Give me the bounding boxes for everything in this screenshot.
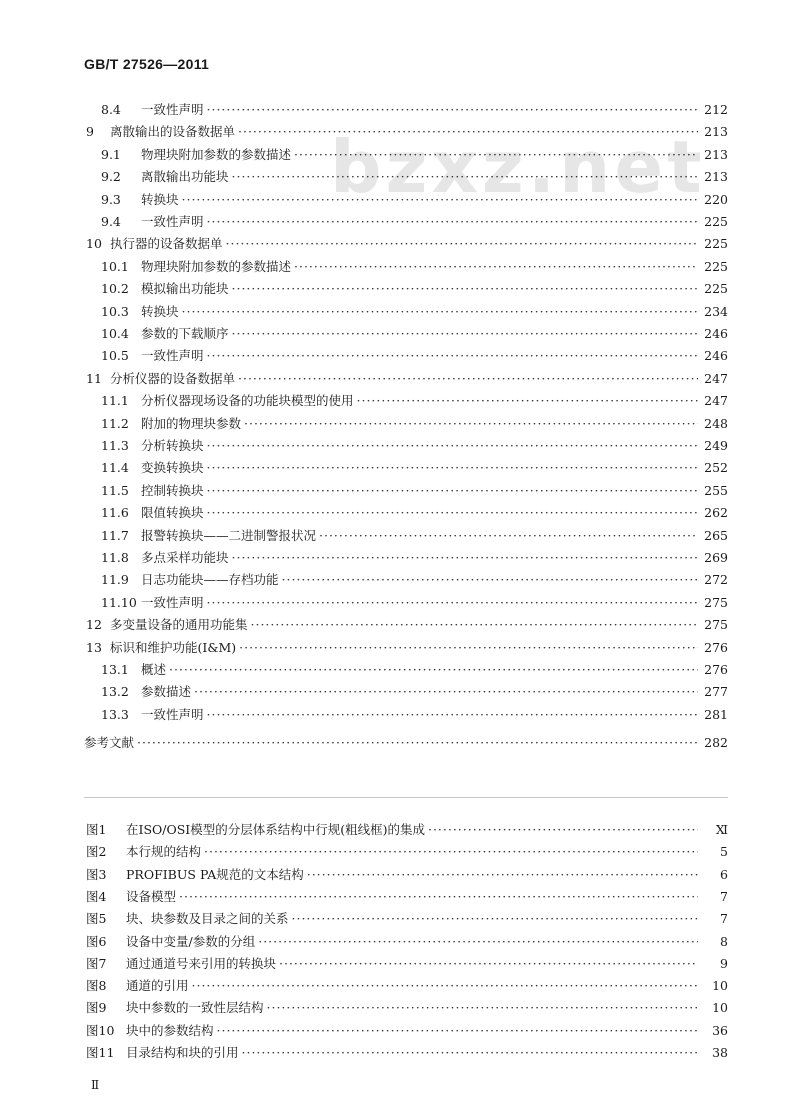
toc-entry-number: 11.5 — [101, 482, 129, 498]
toc-entry-title: 分析转换块 — [141, 438, 204, 453]
toc-entry[interactable] — [0, 659, 800, 681]
figure-entry-page: 36 — [712, 1022, 728, 1038]
toc-entry-page: 213 — [704, 124, 728, 140]
toc-entry-title: 一致性声明 — [141, 706, 204, 722]
toc-entry-title: 参数描述 — [141, 684, 192, 700]
figure-entry-number: 图1 — [86, 822, 107, 837]
toc-entry-title: 参数的下载顺序 — [141, 326, 229, 341]
dot-leader — [207, 704, 698, 726]
toc-entry[interactable] — [0, 435, 800, 457]
toc-entry[interactable] — [0, 278, 800, 300]
dot-leader — [207, 211, 698, 233]
toc-entry-page: 275 — [704, 594, 728, 610]
toc-entry-number: 12 — [86, 617, 102, 633]
toc-entry[interactable] — [0, 99, 800, 121]
figure-entry-page: 10 — [712, 1000, 728, 1016]
toc-entry-page: 255 — [704, 482, 728, 498]
figure-entry[interactable] — [0, 864, 800, 886]
dot-leader — [137, 732, 698, 754]
toc-entry-number: 8.4 — [101, 102, 121, 117]
toc-entry-number: 11.9 — [101, 572, 129, 588]
toc-entry-number: 9 — [86, 124, 94, 140]
dot-leader — [279, 953, 698, 975]
toc-entry[interactable] — [0, 569, 800, 591]
toc-entry-number: 10.1 — [101, 258, 129, 274]
dot-leader — [207, 345, 698, 367]
dot-leader — [307, 864, 698, 886]
figure-entry[interactable] — [0, 886, 800, 908]
toc-entry[interactable] — [0, 211, 800, 233]
figure-entry-title: 通过通道号来引用的转换块 — [126, 955, 277, 971]
dot-leader — [207, 480, 698, 502]
dot-leader — [258, 931, 698, 953]
dot-leader — [232, 166, 698, 188]
toc-entry-title: 附加的物理块参数 — [141, 415, 242, 431]
toc-entry[interactable] — [0, 144, 800, 166]
dot-leader — [292, 908, 698, 930]
dot-leader — [244, 413, 698, 435]
toc-entry-page: 275 — [704, 617, 728, 633]
toc-entry-title: 离散输出功能块 — [141, 169, 229, 185]
toc-entry-number: 10.5 — [101, 348, 129, 364]
dot-leader — [294, 256, 698, 278]
figure-entry[interactable] — [0, 819, 800, 841]
toc-entry[interactable] — [0, 637, 800, 659]
toc-entry-page: 262 — [704, 505, 728, 521]
toc-entry-page: 276 — [704, 662, 728, 677]
figure-entry[interactable] — [0, 908, 800, 930]
toc-entry-number: 13.1 — [101, 662, 129, 677]
toc-entry-title: 一致性声明 — [141, 348, 204, 364]
toc-entry[interactable] — [0, 368, 800, 390]
toc-entry-page: 265 — [704, 527, 728, 543]
toc-entry-page: 277 — [704, 684, 728, 700]
figure-entry-number: 图8 — [86, 978, 107, 994]
figure-entry-title: 目录结构和块的引用 — [126, 1045, 239, 1060]
toc-entry-number: 9.1 — [101, 146, 121, 162]
dot-leader — [207, 435, 698, 457]
toc-entry-number: 10.3 — [101, 303, 129, 319]
dot-leader — [242, 1042, 698, 1064]
figure-entry-title: PROFIBUS PA规范的文本结构 — [126, 866, 304, 882]
toc-entry-title: 变换转换块 — [141, 460, 204, 476]
toc-entry-title: 执行器的设备数据单 — [110, 236, 223, 252]
toc-entry-number: 10 — [86, 236, 102, 252]
dot-leader — [226, 233, 698, 255]
figure-entry-page: 38 — [712, 1045, 728, 1060]
dot-leader — [294, 144, 698, 166]
watermark-text: bzxz.net — [330, 125, 706, 209]
page-number: Ⅱ — [91, 1078, 100, 1092]
toc-entry[interactable] — [0, 233, 800, 255]
toc-entry-title: 标识和维护功能(I&M) — [110, 639, 237, 655]
figure-entry-number: 图11 — [86, 1045, 115, 1060]
figure-entry-title: 在ISO/OSI模型的分层体系结构中行规(粗线框)的集成 — [126, 822, 425, 837]
toc-entry-title: 控制转换块 — [141, 482, 204, 498]
dot-leader — [232, 278, 698, 300]
toc-entry[interactable] — [0, 301, 800, 323]
figure-entry-number: 图5 — [86, 911, 107, 927]
toc-entry-number: 11.10 — [101, 594, 137, 610]
dot-leader — [239, 637, 698, 659]
toc-entry-page: 213 — [704, 169, 728, 185]
dot-leader — [204, 841, 698, 863]
toc-entry-page: 276 — [704, 639, 728, 655]
figure-entry-title: 设备模型 — [126, 888, 177, 904]
toc-entry-title: 转换块 — [141, 191, 179, 207]
toc-entry-number: 11.7 — [101, 527, 129, 543]
toc-entry-page: 225 — [704, 281, 728, 297]
toc-entry-title: 分析仪器现场设备的功能块模型的使用 — [141, 393, 354, 409]
dot-leader — [428, 819, 698, 841]
toc-entry[interactable] — [0, 592, 800, 614]
figure-entry-title: 通道的引用 — [126, 978, 189, 994]
toc-entry-title: 概述 — [141, 662, 167, 677]
toc-entry-number: 13.2 — [101, 684, 129, 700]
toc-entry-number: 11.3 — [101, 438, 129, 453]
toc-entry[interactable] — [0, 480, 800, 502]
dot-leader — [282, 569, 698, 591]
toc-entry-page: 252 — [704, 460, 728, 476]
figure-entry-page: 7 — [720, 888, 728, 904]
toc-entry[interactable] — [0, 457, 800, 479]
dot-leader — [179, 886, 698, 908]
toc-entry-title: 转换块 — [141, 303, 179, 319]
toc-entry[interactable] — [0, 681, 800, 703]
toc-entry[interactable] — [0, 413, 800, 435]
toc-entry-title: 离散输出的设备数据单 — [110, 124, 236, 140]
toc-entry-page: 247 — [704, 393, 728, 409]
figure-entry-page: 9 — [720, 955, 728, 971]
figure-entry-number: 图4 — [86, 888, 107, 904]
figure-entry-page: 8 — [720, 933, 728, 949]
figure-entry[interactable] — [0, 931, 800, 953]
dot-leader — [232, 323, 698, 345]
toc-entry-title: 限值转换块 — [141, 505, 204, 521]
figure-entry-title: 本行规的结构 — [126, 844, 202, 860]
toc-entry-number: 11.2 — [101, 415, 129, 431]
toc-entry[interactable] — [0, 166, 800, 188]
toc-entry-page: 246 — [704, 326, 728, 341]
figure-entry-page: 10 — [712, 978, 728, 994]
dot-leader — [267, 997, 698, 1019]
toc-entry[interactable] — [0, 502, 800, 524]
dot-leader — [207, 502, 698, 524]
toc-entry-number: 9.4 — [101, 214, 121, 229]
dot-leader — [357, 390, 698, 412]
figure-entry-number: 图9 — [86, 1000, 107, 1016]
toc-entry-page: 246 — [704, 348, 728, 364]
toc-entry[interactable] — [0, 345, 800, 367]
figure-entry-title: 块中的参数结构 — [126, 1022, 214, 1038]
dot-leader — [169, 659, 698, 681]
toc-entry[interactable] — [0, 525, 800, 547]
figure-entry[interactable] — [0, 997, 800, 1019]
figure-entry-number: 图3 — [86, 866, 107, 882]
toc-entry[interactable] — [0, 390, 800, 412]
toc-entry-page: 220 — [704, 191, 728, 207]
dot-leader — [182, 189, 698, 211]
dot-leader — [217, 1020, 698, 1042]
toc-entry[interactable] — [0, 189, 800, 211]
toc-entry-number: 9.3 — [101, 191, 121, 207]
toc-entry-number: 10.4 — [101, 326, 129, 341]
dot-leader — [207, 592, 698, 614]
toc-entry-title: 参考文献 — [84, 735, 135, 751]
dot-leader — [319, 525, 698, 547]
figure-entry-page: Ⅺ — [715, 822, 728, 837]
figure-entry-title: 设备中变量/参数的分组 — [126, 933, 256, 949]
figure-entry[interactable] — [0, 953, 800, 975]
toc-entry-number: 13.3 — [101, 706, 129, 722]
toc-entry[interactable] — [0, 121, 800, 143]
toc-entry-title: 分析仪器的设备数据单 — [110, 370, 236, 386]
toc-entry-page: 225 — [704, 236, 728, 252]
toc-entry-page: 212 — [704, 102, 728, 117]
toc-entry[interactable] — [0, 547, 800, 569]
toc-entry[interactable] — [0, 256, 800, 278]
dot-leader — [207, 99, 698, 121]
toc-entry-title: 日志功能块——存档功能 — [141, 572, 279, 588]
toc-entry-page: 248 — [704, 415, 728, 431]
toc-entry-title: 物理块附加参数的参数描述 — [141, 146, 292, 162]
toc-entry-number: 9.2 — [101, 169, 121, 185]
figure-entry[interactable] — [0, 841, 800, 863]
toc-entry-number: 11.8 — [101, 550, 129, 565]
toc-entry-title: 一致性声明 — [141, 214, 204, 229]
dot-leader — [238, 368, 698, 390]
toc-entry-title: 模拟输出功能块 — [141, 281, 229, 297]
figure-entry-title: 块、块参数及目录之间的关系 — [126, 911, 289, 927]
dot-leader — [238, 121, 698, 143]
dot-leader — [194, 681, 698, 703]
toc-entry-number: 11.4 — [101, 460, 129, 476]
toc-entry-page: 249 — [704, 438, 728, 453]
toc-entry-page: 225 — [704, 258, 728, 274]
figure-entry[interactable] — [0, 1020, 800, 1042]
toc-entry-page: 272 — [704, 572, 728, 588]
figure-entry-number: 图7 — [86, 955, 107, 971]
figure-entry-page: 7 — [720, 911, 728, 927]
toc-entry[interactable] — [0, 704, 800, 726]
toc-entry-number: 11.6 — [101, 505, 129, 521]
figure-entry-number: 图2 — [86, 844, 107, 860]
toc-entry-title: 多变量设备的通用功能集 — [110, 617, 248, 633]
toc-entry-number: 10.2 — [101, 281, 129, 297]
toc-entry-number: 13 — [86, 639, 102, 655]
toc-entry-page: 281 — [704, 706, 728, 722]
toc-entry-page: 247 — [704, 370, 728, 386]
toc-entry-number: 11 — [86, 370, 102, 386]
toc-entry[interactable] — [0, 323, 800, 345]
toc-entry-page: 225 — [704, 214, 728, 229]
section-divider — [84, 797, 728, 798]
toc-entry-title: 报警转换块——二进制警报状况 — [141, 527, 317, 543]
toc-entry-page: 282 — [704, 735, 728, 751]
figure-entry[interactable] — [0, 975, 800, 997]
toc-entry-title: 多点采样功能块 — [141, 550, 229, 565]
toc-entry-title: 一致性声明 — [141, 594, 204, 610]
figure-entry-number: 图6 — [86, 933, 107, 949]
figure-entry-title: 块中参数的一致性层结构 — [126, 1000, 264, 1016]
figure-entry[interactable] — [0, 1042, 800, 1064]
toc-entry[interactable] — [0, 614, 800, 636]
dot-leader — [182, 301, 698, 323]
dot-leader — [192, 975, 698, 997]
toc-entry-page: 234 — [704, 303, 728, 319]
figure-entry-page: 6 — [720, 866, 728, 882]
dot-leader — [207, 457, 698, 479]
toc-entry-page: 213 — [704, 146, 728, 162]
toc-entry[interactable] — [0, 732, 800, 754]
figure-entry-page: 5 — [720, 844, 728, 860]
toc-entry-number: 11.1 — [101, 393, 129, 409]
toc-entry-page: 269 — [704, 550, 728, 565]
toc-entry-title: 物理块附加参数的参数描述 — [141, 258, 292, 274]
dot-leader — [232, 547, 698, 569]
toc-entry-title: 一致性声明 — [141, 102, 204, 117]
standard-code: GB/T 27526—2011 — [84, 56, 210, 72]
dot-leader — [251, 614, 698, 636]
figure-entry-number: 图10 — [86, 1022, 115, 1038]
